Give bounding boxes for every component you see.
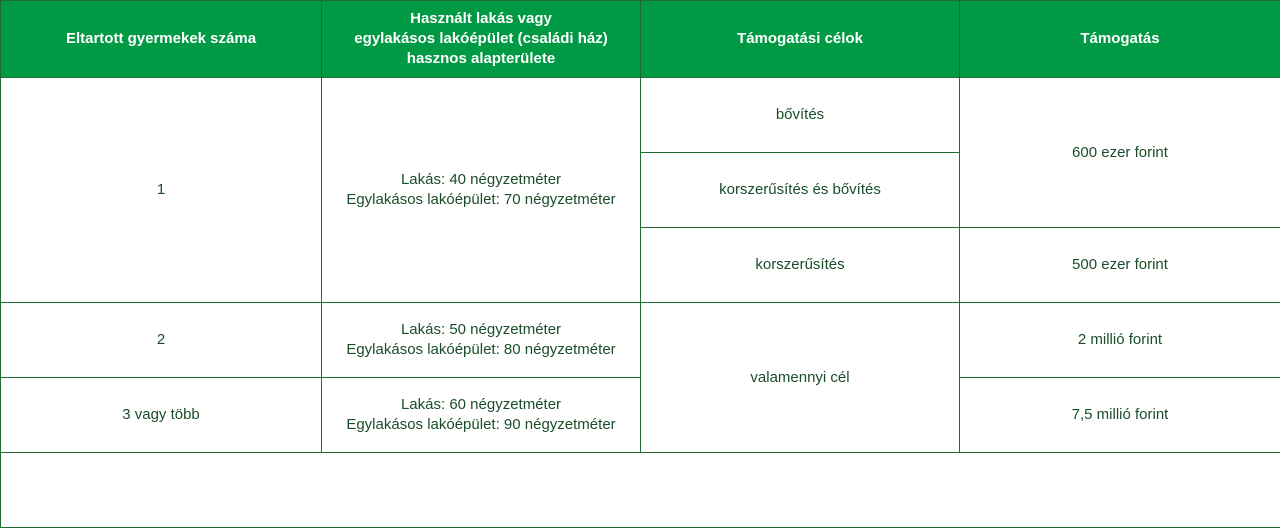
goal-cell-modernization: korszerűsítés bbox=[641, 228, 960, 303]
table-row bbox=[1, 303, 1280, 378]
area-house-2: Egylakásos lakóépület: 80 négyzetméter bbox=[346, 341, 616, 358]
area-cell-1 bbox=[322, 78, 641, 303]
header-floor-area bbox=[322, 1, 641, 78]
area-cell-2 bbox=[322, 303, 641, 378]
header-floor-area-line-1: Használt lakás vagy bbox=[410, 10, 552, 27]
header-support-amount: Támogatás bbox=[960, 1, 1280, 78]
support-cell-600k: 600 ezer forint bbox=[960, 78, 1280, 228]
area-flat-2: Lakás: 50 négyzetméter bbox=[400, 321, 562, 338]
support-cell-2m: 2 millió forint bbox=[960, 303, 1280, 378]
area-flat-3: Lakás: 60 négyzetméter bbox=[400, 396, 562, 413]
header-row bbox=[1, 1, 1280, 78]
goal-cell-extension: bővítés bbox=[641, 78, 960, 153]
footer-row bbox=[1, 453, 1280, 528]
area-cell-3 bbox=[322, 378, 641, 453]
area-house-1: Egylakásos lakóépület: 70 négyzetméter bbox=[346, 191, 616, 208]
children-cell-1: 1 bbox=[1, 78, 322, 303]
children-cell-3: 3 vagy több bbox=[1, 378, 322, 453]
support-cell-7-5m: 7,5 millió forint bbox=[960, 378, 1280, 453]
header-support-goals: Támogatási célok bbox=[641, 1, 960, 78]
table-row bbox=[1, 78, 1280, 153]
header-children-count: Eltartott gyermekek száma bbox=[1, 1, 322, 78]
area-house-3: Egylakásos lakóépület: 90 négyzetméter bbox=[346, 416, 616, 433]
support-cell-500k: 500 ezer forint bbox=[960, 228, 1280, 303]
table-row bbox=[1, 378, 1280, 453]
header-floor-area-line-2: egylakásos lakóépület (családi ház) bbox=[354, 30, 608, 47]
header-floor-area-line-3: hasznos alapterülete bbox=[406, 50, 556, 67]
area-flat-1: Lakás: 40 négyzetméter bbox=[400, 171, 562, 188]
goal-cell-modernization-extension: korszerűsítés és bővítés bbox=[641, 153, 960, 228]
children-cell-2: 2 bbox=[1, 303, 322, 378]
footer-note: Az ingatlan bővítése esetén a bővítést követően kialakított hasznos alapterületének kell elérnie a fenti táblázatokban szereplő minimum hasznos alapterület értékét. bbox=[1, 453, 1280, 528]
goal-cell-all: valamennyi cél bbox=[641, 303, 960, 453]
